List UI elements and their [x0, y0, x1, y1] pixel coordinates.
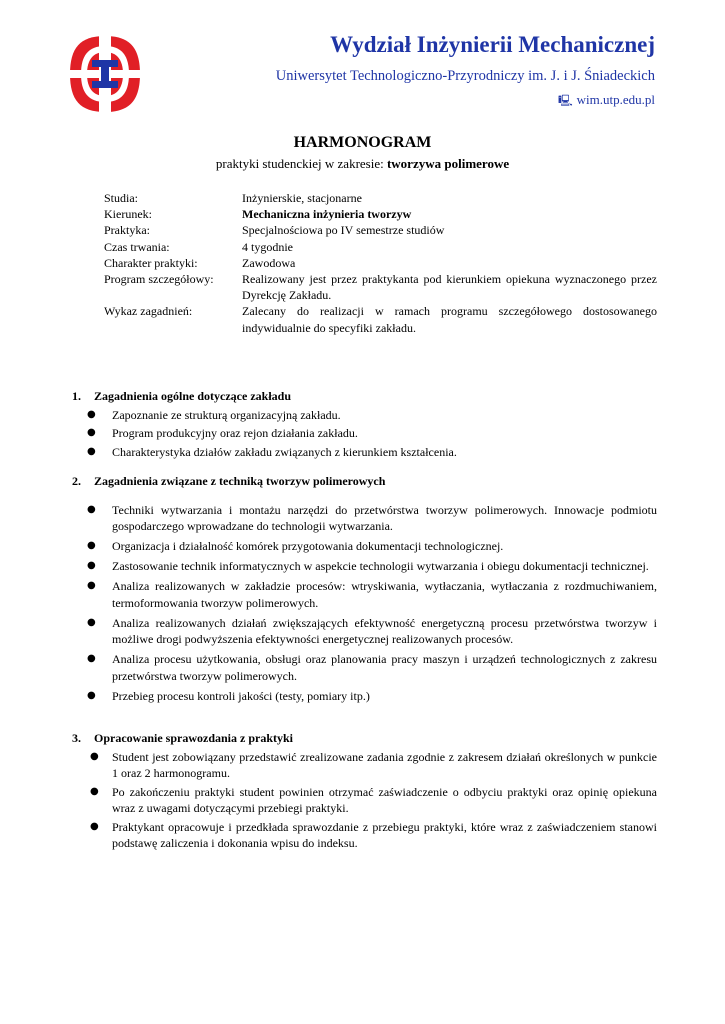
info-value: Mechaniczna inżynieria tworzyw [242, 207, 412, 222]
list-item-text: Analiza realizowanych działań zwiększających efektywność energetyczną procesu przetwórstwa tworzyw i możliwe drogi podwyższenia efektywności energetycznej realizowanych procesów. [112, 615, 657, 646]
section-heading [72, 388, 657, 405]
list-item-text: Organizacja i działalność komórek przygotowania dokumentacji technologicznej. [112, 539, 504, 553]
info-row [104, 222, 657, 238]
list-item [72, 688, 657, 705]
section-list [72, 749, 657, 852]
section-title: Opracowanie sprawozdania z praktyki [94, 731, 294, 745]
info-label: Praktyka: [104, 223, 150, 238]
info-label: Czas trwania: [104, 239, 170, 254]
list-item [72, 502, 657, 535]
info-label: Program szczegółowy: [104, 272, 214, 287]
bullet-icon: ● [87, 689, 96, 701]
info-value: Specjalnościowa po IV semestrze studiów [242, 223, 445, 238]
list-item [72, 538, 657, 555]
section-title: Zagadnienia ogólne dotyczące zakładu [94, 389, 292, 403]
list-item [72, 784, 657, 817]
info-label: Charakter praktyki: [104, 255, 198, 270]
list-item-text: Analiza realizowanych w zakładzie procesów: wtryskiwania, wytłaczania, wytłaczania z rozdmuchiwaniem, termoformowania tworzyw polimerowych. [112, 579, 657, 610]
section-3 [72, 730, 657, 852]
list-item-text: Zastosowanie technik informatycznych w aspekcie technologii wytwarzania i obiegu dokumentacji technicznej. [112, 559, 649, 573]
list-item-text: Program produkcyjny oraz rejon działania zakładu. [112, 426, 358, 440]
section-number: 3. [72, 731, 81, 745]
list-item-text: Zapoznanie ze strukturą organizacyjną zakładu. [112, 407, 341, 422]
section-title: Zagadnienia związane z techniką tworzyw polimerowych [94, 474, 386, 488]
list-item-text: Analiza procesu użytkowania, obsługi oraz planowania pracy maszyn i urządzeń technologicznych z zakresu przetwórstwa tworzyw polimerowych. [112, 652, 657, 683]
section-heading [72, 473, 657, 490]
section-2 [72, 473, 657, 704]
info-row [104, 303, 657, 335]
list-item-text: Po zakończeniu praktyki student powinien otrzymać zaświadczenie o odbyciu praktyki oraz opinię opiekuna wraz z uwagami dotyczącymi przebiegi praktyki. [112, 784, 657, 815]
document-subtitle [0, 156, 725, 172]
faculty-name: Wydział Inżynierii Mechanicznej [330, 32, 655, 57]
list-item-text: Techniki wytwarzania i montażu narzędzi do przetwórstwa tworzyw polimerowych. Innowacje podmiotu gospodarczego wprowadzane do technologii wytwarzania. [112, 502, 657, 533]
list-item-text: Praktykant opracowuje i przedkłada sprawozdanie z przebiegu praktyki, które wraz z zaświadczeniem stanowi podstawę zaliczenia i dokonania wpisu do indeksu. [112, 819, 657, 850]
list-item [72, 749, 657, 782]
info-value: Inżynierskie, stacjonarne [242, 191, 362, 205]
bullet-icon: ● [87, 616, 96, 628]
section-number: 2. [72, 474, 81, 488]
list-item [72, 615, 657, 648]
bullet-icon: ● [90, 750, 99, 762]
bullet-icon: ● [87, 408, 96, 420]
list-item [72, 819, 657, 852]
info-label: Studia: [104, 191, 139, 205]
section-heading [72, 730, 657, 747]
bullet-icon: ● [87, 653, 96, 664]
info-value: 4 tygodnie [242, 239, 293, 254]
bullet-icon: ● [87, 580, 96, 591]
list-item [72, 558, 657, 575]
faculty-logo [68, 34, 142, 114]
list-item [72, 425, 657, 442]
computer-icon: 🖳 [557, 94, 573, 107]
list-item-text: Student jest zobowiązany przedstawić zrealizowane zadania zgodnie z zakresem działań określonych w punkcie 1 oraz 2 harmonogramu. [112, 749, 657, 780]
info-value: Realizowany jest przez praktykanta pod kierunkiem opiekuna wyznaczonego przez Dyrekcję Zakładu. [242, 272, 657, 303]
website-line [150, 92, 655, 111]
bullet-icon: ● [90, 785, 99, 797]
bullet-icon: ● [87, 540, 96, 551]
info-row [104, 190, 657, 206]
info-row [104, 271, 657, 303]
info-row [104, 206, 657, 222]
list-item [72, 444, 657, 461]
bullet-icon: ● [87, 560, 96, 571]
info-row [104, 255, 657, 271]
bullet-icon: ● [87, 427, 96, 438]
list-item [72, 651, 657, 684]
info-table [104, 190, 657, 336]
list-item-text: Charakterystyka działów zakładu związanych z kierunkiem kształcenia. [112, 444, 457, 459]
info-value: Zawodowa [242, 255, 296, 270]
list-item [72, 407, 657, 424]
document-title: HARMONOGRAM [293, 134, 432, 151]
section-number: 1. [72, 389, 81, 403]
website-link[interactable]: wim.utp.edu.pl [576, 92, 655, 107]
bullet-icon: ● [90, 820, 99, 832]
bullet-icon: ● [87, 445, 96, 457]
info-label: Wykaz zagadnień: [104, 304, 193, 319]
section-list [72, 502, 657, 705]
bullet-icon: ● [87, 503, 96, 515]
info-label: Kierunek: [104, 207, 152, 222]
university-name: Uniwersytet Technologiczno-Przyrodniczy im. J. i J. Śniadeckich [275, 68, 655, 84]
info-row [104, 239, 657, 255]
section-1 [72, 388, 657, 460]
subtitle-prefix: praktyki studenckiej w zakresie: [215, 156, 387, 171]
section-list [72, 407, 657, 461]
list-item [72, 578, 657, 611]
subtitle-topic: tworzywa polimerowe [386, 156, 510, 171]
info-value: Zalecany do realizacji w ramach programu szczegółowego dostosowanego indywidualnie do specyfiki zakładu. [242, 304, 657, 335]
list-item-text: Przebieg procesu kontroli jakości (testy, pomiary itp.) [112, 688, 370, 703]
